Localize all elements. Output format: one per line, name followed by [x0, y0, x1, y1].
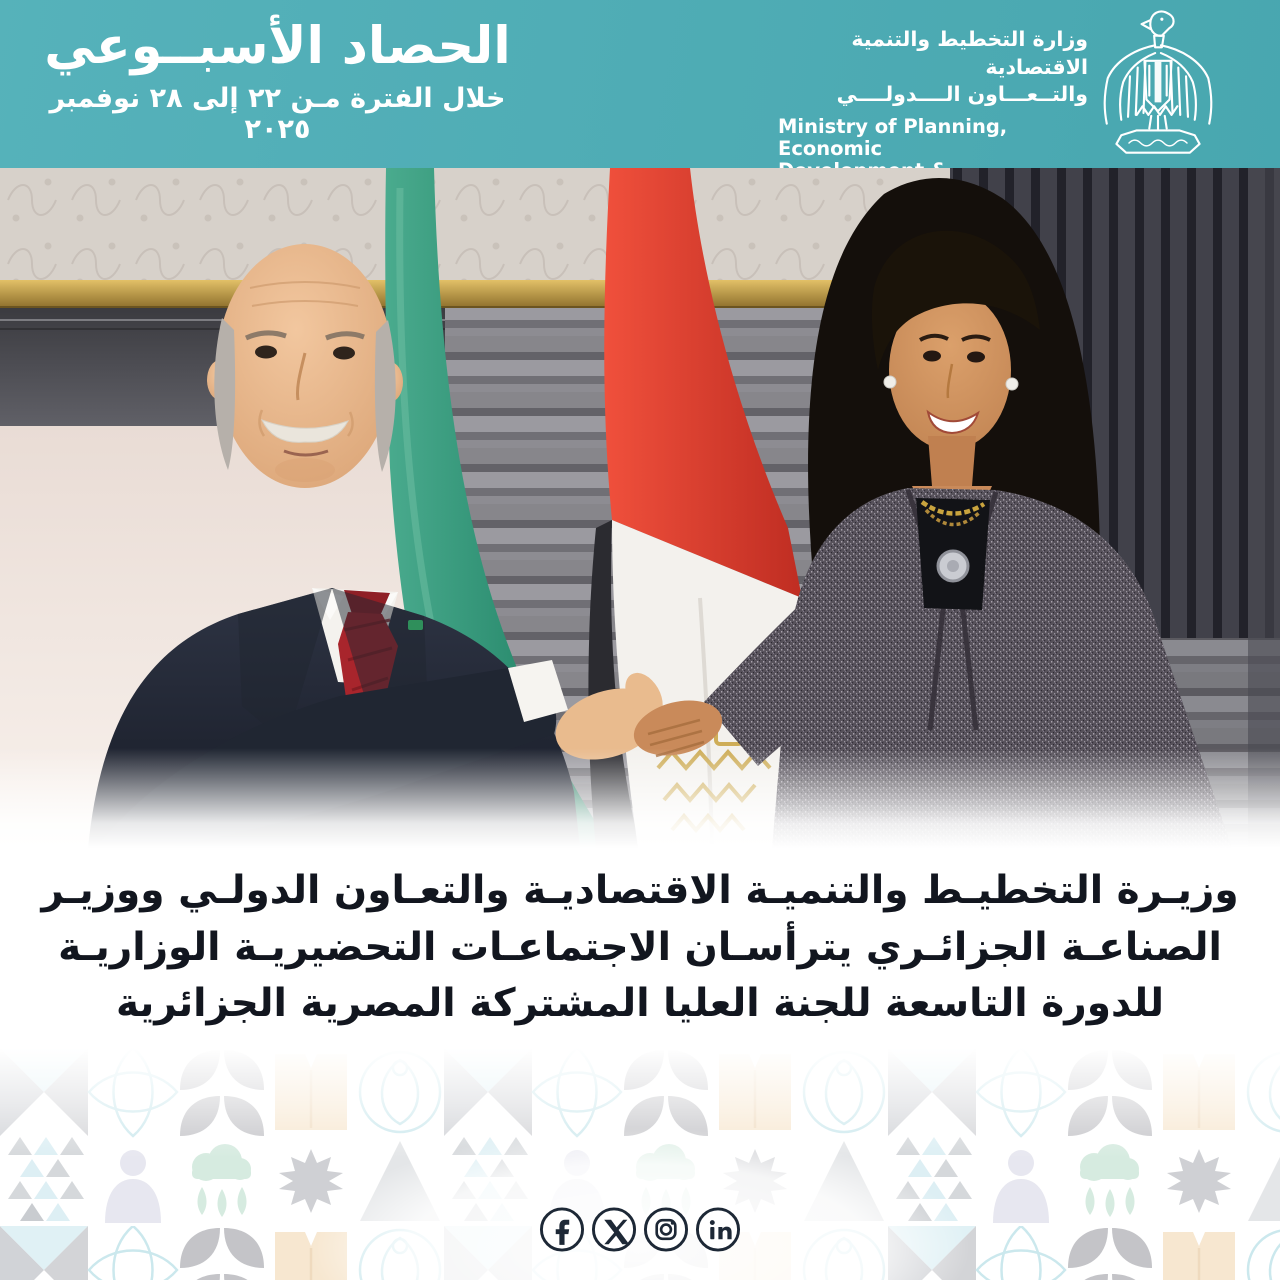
ministry-name-en: Ministry of Planning, Economic	[778, 115, 1008, 161]
facebook-icon[interactable]	[539, 1206, 586, 1253]
linkedin-icon[interactable]	[695, 1206, 742, 1253]
caption-line-2: الصناعـة الجزائـري يترأسـان الاجتماعـات التحضيريـة الوزاريـة	[58, 924, 1222, 970]
page-title: الحصاد الأسبــوعي	[44, 17, 511, 76]
ministry-name-ar: وزارة التخطيط والتنمية الاقتصادية والتــعـــاون الــــدولــــي	[836, 27, 1088, 107]
social-links	[539, 1206, 742, 1253]
lapel-pin	[408, 620, 423, 630]
page-subtitle: خلال الفترة مـن ٢٢ إلى ٢٨ نوفمبر ٢٠٢٥	[49, 82, 506, 145]
officials-handshake-photo	[0, 168, 1280, 848]
caption-line-1: وزيـرة التخطيـط والتنميـة الاقتصاديـة والتعـاون الدولـي ووزيـر	[41, 868, 1239, 914]
title-block	[25, 18, 530, 145]
instagram-icon[interactable]	[643, 1206, 690, 1253]
caption-line-3: للدورة التاسعة للجنة العليا المشتركة المصرية الجزائرية	[115, 981, 1165, 1027]
caption	[0, 848, 1280, 1048]
x-twitter-icon[interactable]	[591, 1206, 638, 1253]
header	[0, 0, 1280, 168]
gold-molding	[0, 280, 960, 308]
egypt-eagle-icon	[1100, 6, 1216, 162]
man-head	[217, 244, 393, 488]
footer	[0, 1048, 1280, 1280]
